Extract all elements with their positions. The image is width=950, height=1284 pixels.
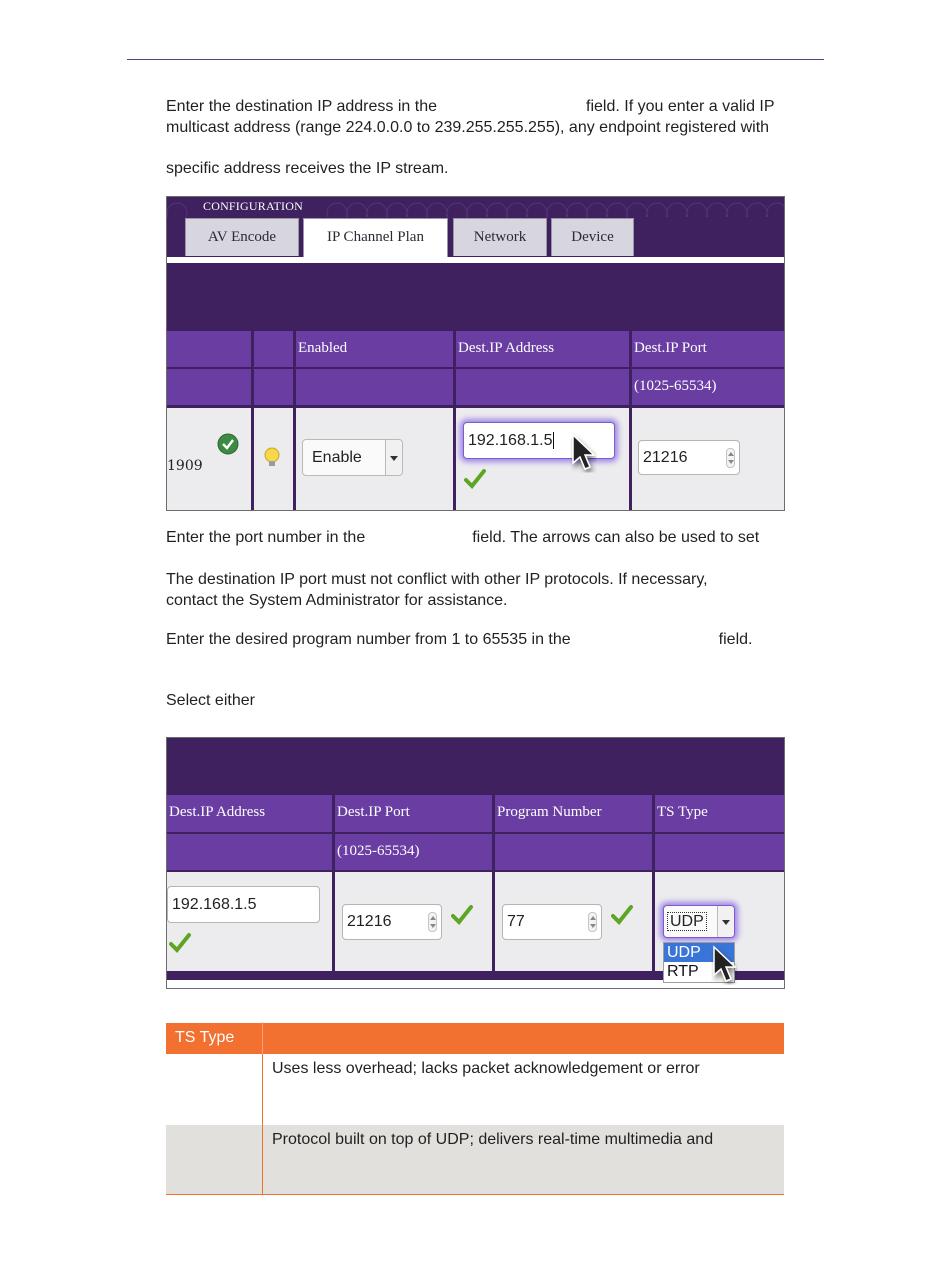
header-cell-blank [254, 331, 293, 367]
dest-ip-input[interactable] [167, 886, 320, 923]
range-cell-blank [254, 369, 293, 405]
tab-network[interactable]: Network [453, 218, 547, 256]
para-text: field. [718, 631, 753, 648]
dest-ip-value: 192.168.1.5 [468, 432, 553, 449]
header-enabled: Enabled [296, 331, 453, 367]
ts-type-table [166, 1023, 784, 1195]
range-cell-blank [495, 834, 652, 870]
header-divider [262, 1022, 263, 1054]
dest-ip-value: 192.168.1.5 [172, 896, 257, 913]
text-cursor [553, 432, 554, 449]
dest-ip-cell [456, 408, 629, 510]
table-row [166, 1125, 784, 1195]
ts-type-screenshot [166, 737, 785, 989]
check-icon [611, 904, 633, 926]
header-ts-type: TS Type [655, 795, 784, 832]
para-program [166, 629, 752, 650]
check-icon [169, 932, 191, 954]
chevron-down-icon [385, 440, 402, 475]
para-dest-ip-line3: specific address receives the IP stream. [166, 160, 449, 177]
mouse-pointer-icon [570, 433, 602, 477]
header-program-number: Program Number [495, 795, 652, 832]
tab-ip-channel-plan[interactable]: IP Channel Plan [303, 218, 448, 259]
dest-port-value: 21216 [643, 449, 688, 466]
para-text: Enter the port number in the [166, 529, 366, 546]
header-rule [127, 59, 824, 60]
range-cell-blank [167, 369, 251, 405]
check-icon [451, 904, 473, 926]
table-header: TS Type [166, 1023, 784, 1054]
tab-underline [167, 257, 784, 263]
dest-port-cell [632, 408, 784, 510]
spinner-arrows-icon[interactable] [726, 448, 735, 468]
para-dest-ip-line2: multicast address (range 224.0.0.0 to 239.255.255.255), any endpoint registered with [166, 119, 770, 136]
header-dest-port: Dest.IP Port [335, 795, 492, 832]
port-range-label: (1025-65534) [335, 834, 492, 870]
id-cell [167, 408, 251, 510]
range-cell-blank [167, 834, 332, 870]
bulb-cell [254, 408, 293, 510]
header-dest-ip: Dest.IP Address [456, 331, 629, 367]
mouse-pointer-icon [711, 945, 743, 987]
channel-id: 1909 [167, 458, 203, 474]
para-port [166, 527, 759, 548]
program-number-cell [495, 872, 652, 971]
dest-port-cell [335, 872, 492, 971]
range-cell-blank [655, 834, 784, 870]
para-dest-ip [166, 96, 775, 117]
tab-device[interactable]: Device [551, 218, 634, 256]
ts-type-select-value: UDP [670, 913, 704, 930]
port-range-label: (1025-65534) [632, 369, 784, 405]
column-divider [262, 1054, 263, 1195]
para-text: field. If you enter a valid IP [586, 98, 775, 115]
ts-type-select[interactable] [663, 905, 735, 938]
dropdown-option-rtp[interactable]: RTP [667, 963, 699, 980]
para-text: field. The arrows can also be used to set [472, 529, 760, 546]
para-select-either: Select either [166, 692, 255, 709]
program-number-value: 77 [507, 913, 525, 930]
dest-port-value: 21216 [347, 913, 392, 930]
table-bottom-rule [166, 1194, 784, 1195]
enabled-select[interactable] [302, 439, 403, 476]
header-dest-ip: Dest.IP Address [167, 795, 332, 832]
dest-port-spinner[interactable] [342, 904, 442, 940]
config-screenshot [166, 196, 785, 511]
row-description: Uses less overhead; lacks packet acknowledgement or error [272, 1060, 700, 1077]
spinner-arrows-icon[interactable] [428, 912, 437, 932]
para-port-conflict-line2: contact the System Administrator for assistance. [166, 592, 508, 609]
enabled-select-value: Enable [312, 449, 362, 466]
dest-port-spinner[interactable] [638, 440, 740, 475]
range-cell-blank [296, 369, 453, 405]
header-cell-blank [167, 331, 251, 367]
para-text: Enter the destination IP address in the [166, 98, 437, 115]
range-cell-blank [456, 369, 629, 405]
row-description: Protocol built on top of UDP; delivers real-time multimedia and [272, 1131, 714, 1148]
table-row [166, 1054, 784, 1125]
lightbulb-icon[interactable] [263, 446, 281, 470]
config-label: CONFIGURATION [203, 199, 303, 213]
para-text: Enter the desired program number from 1 to 65535 in the [166, 631, 571, 648]
enabled-cell [296, 408, 453, 510]
status-ok-icon [217, 433, 239, 455]
chevron-down-icon [717, 906, 734, 937]
dropdown-option-udp[interactable]: UDP [664, 943, 734, 962]
para-port-conflict: The destination IP port must not conflict with other IP protocols. If necessary, [166, 571, 708, 588]
tab-av-encode[interactable]: AV Encode [185, 218, 299, 256]
check-icon [464, 468, 486, 490]
header-dest-port: Dest.IP Port [632, 331, 784, 367]
dest-ip-cell [167, 872, 332, 971]
program-number-spinner[interactable] [502, 904, 602, 940]
spinner-arrows-icon[interactable] [588, 912, 597, 932]
